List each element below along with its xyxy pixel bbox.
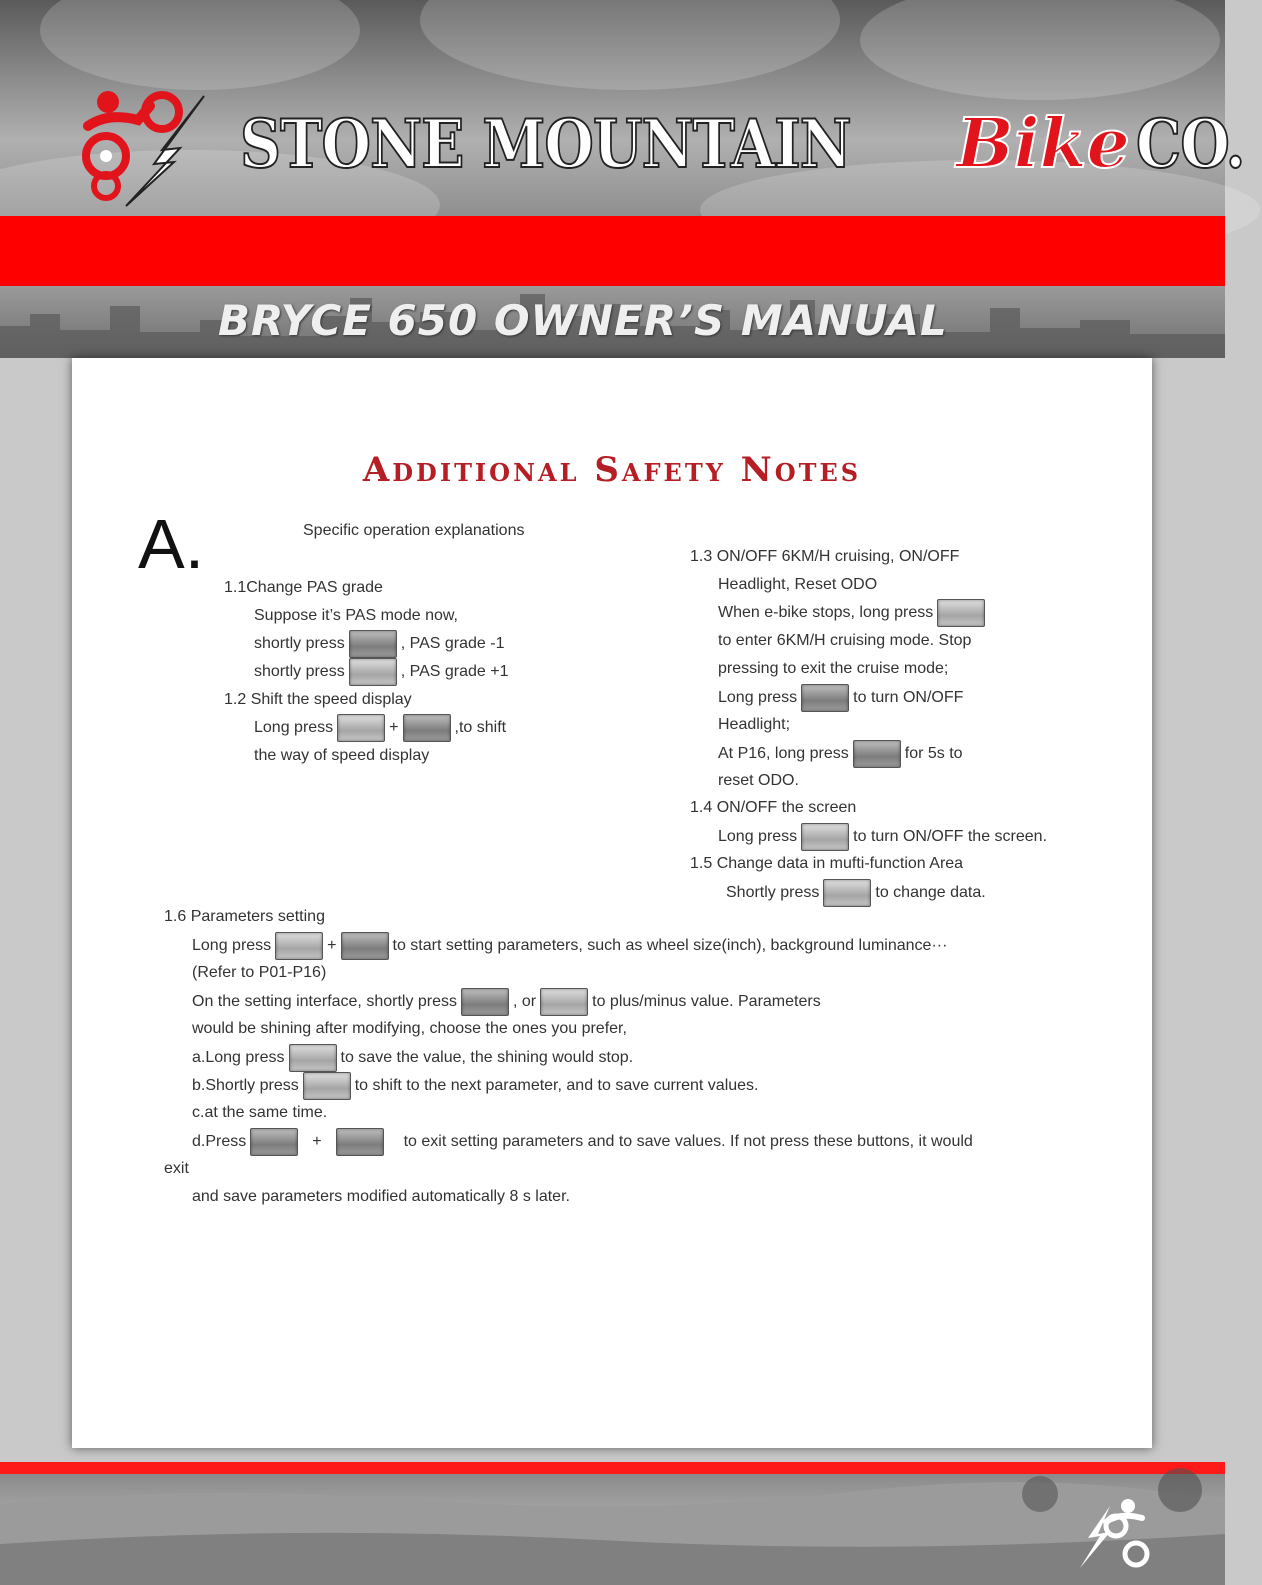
footer-banner bbox=[0, 1474, 1225, 1585]
text-fragment: shortly press bbox=[254, 663, 345, 681]
text-fragment: to turn ON/OFF bbox=[853, 689, 964, 707]
plus-sign: + bbox=[327, 937, 337, 955]
display-button-icon bbox=[349, 658, 397, 686]
brand-bike: Bike bbox=[956, 104, 1130, 184]
section-1-6-line8 bbox=[192, 1128, 973, 1156]
section-1-6-heading: 1.6 Parameters setting bbox=[164, 908, 325, 925]
section-1-3-line4 bbox=[718, 684, 963, 712]
section-1-1-line3 bbox=[254, 658, 508, 686]
section-1-1-line1: Suppose it’s PAS mode now, bbox=[254, 607, 458, 624]
section-1-3-line6 bbox=[718, 740, 963, 768]
section-1-6-line5 bbox=[192, 1044, 633, 1072]
text-fragment: to turn ON/OFF the screen. bbox=[853, 828, 1048, 846]
section-1-3-heading1: 1.3 ON/OFF 6KM/H cruising, ON/OFF bbox=[690, 548, 960, 565]
section-letter: A. bbox=[138, 505, 205, 583]
section-1-3-line7: reset ODO. bbox=[718, 772, 799, 789]
section-1-4-heading: 1.4 ON/OFF the screen bbox=[690, 799, 857, 816]
section-1-1-line2 bbox=[254, 630, 504, 658]
section-1-3-heading2: Headlight, Reset ODO bbox=[718, 576, 878, 593]
page-title: Additional Safety Notes bbox=[362, 450, 862, 490]
display-button-icon bbox=[461, 988, 509, 1016]
display-button-icon bbox=[801, 684, 849, 712]
footer-red-stripe bbox=[0, 1462, 1225, 1474]
display-button-icon bbox=[823, 879, 871, 907]
text-fragment: On the setting interface, shortly press bbox=[192, 993, 458, 1011]
text-fragment: Long press bbox=[718, 689, 798, 707]
section-1-6-line6 bbox=[192, 1072, 759, 1100]
section-1-2-line1 bbox=[254, 714, 506, 742]
section-1-2-line2: the way of speed display bbox=[254, 747, 430, 764]
text-fragment: Long press bbox=[254, 719, 334, 737]
footer-logo-icon bbox=[1076, 1496, 1154, 1570]
text-fragment: ,to shift bbox=[454, 719, 507, 737]
section-1-3-line5: Headlight; bbox=[718, 716, 791, 733]
section-1-6-line2: (Refer to P01-P16) bbox=[192, 964, 327, 981]
display-button-icon bbox=[341, 932, 389, 960]
section-1-3-line3: pressing to exit the cruise mode; bbox=[718, 660, 949, 677]
section-1-6-line10: and save parameters modified automatically 8 s later. bbox=[192, 1188, 570, 1205]
text-fragment: d.Press bbox=[192, 1133, 247, 1151]
text-fragment: When e-bike stops, long press bbox=[718, 604, 934, 622]
text-fragment: a.Long press bbox=[192, 1049, 285, 1067]
brand-wordmark bbox=[240, 104, 1262, 194]
section-1-4-line1 bbox=[718, 823, 1047, 851]
display-button-icon bbox=[337, 714, 385, 742]
plus-sign: + bbox=[312, 1133, 322, 1151]
section-1-6-line1 bbox=[192, 932, 947, 960]
section-1-6-line4: would be shining after modifying, choose the ones you prefer, bbox=[192, 1020, 627, 1037]
display-button-icon bbox=[937, 599, 985, 627]
display-button-icon bbox=[853, 740, 901, 768]
section-1-6-line3 bbox=[192, 988, 821, 1016]
section-1-6-line7: c.at the same time. bbox=[192, 1104, 328, 1121]
text-fragment: Shortly press bbox=[726, 884, 820, 902]
text-fragment: shortly press bbox=[254, 635, 345, 653]
intro-text: Specific operation explanations bbox=[303, 522, 525, 539]
section-1-6-line9: exit bbox=[164, 1160, 189, 1177]
red-band bbox=[0, 216, 1225, 286]
brand-co: CO. bbox=[1135, 105, 1245, 183]
text-fragment: to save the value, the shining would stop. bbox=[340, 1049, 634, 1067]
display-button-icon bbox=[303, 1072, 351, 1100]
text-fragment: Long press bbox=[718, 828, 798, 846]
text-fragment: , or bbox=[513, 993, 537, 1011]
rock-terrain-graphic bbox=[0, 1474, 1225, 1585]
display-button-icon bbox=[349, 630, 397, 658]
text-fragment: , PAS grade -1 bbox=[400, 635, 505, 653]
manual-page bbox=[72, 358, 1152, 1448]
display-button-icon bbox=[336, 1128, 384, 1156]
section-1-3-line1 bbox=[718, 599, 989, 627]
text-fragment: At P16, long press bbox=[718, 745, 849, 763]
text-fragment: to start setting parameters, such as wheel size(inch), background luminance··· bbox=[392, 937, 948, 955]
display-button-icon bbox=[801, 823, 849, 851]
text-fragment: b.Shortly press bbox=[192, 1077, 299, 1095]
section-1-5-heading: 1.5 Change data in mufti-function Area bbox=[690, 855, 964, 872]
text-fragment: , PAS grade +1 bbox=[400, 663, 509, 681]
display-button-icon bbox=[540, 988, 588, 1016]
text-fragment: to shift to the next parameter, and to save current values. bbox=[354, 1077, 759, 1095]
section-1-2-heading: 1.2 Shift the speed display bbox=[224, 691, 412, 708]
header-banner bbox=[0, 0, 1245, 216]
text-fragment: to change data. bbox=[875, 884, 986, 902]
display-button-icon bbox=[250, 1128, 298, 1156]
section-1-1-heading: 1.1Change PAS grade bbox=[224, 579, 383, 596]
text-fragment: Long press bbox=[192, 937, 272, 955]
section-1-5-line1 bbox=[726, 879, 986, 907]
brand-stone-mountain: STONE MOUNTAIN bbox=[240, 105, 851, 183]
display-button-icon bbox=[403, 714, 451, 742]
brand-logo-icon bbox=[78, 78, 213, 208]
plus-sign: + bbox=[389, 719, 399, 737]
text-fragment: to plus/minus value. Parameters bbox=[592, 993, 821, 1011]
display-button-icon bbox=[289, 1044, 337, 1072]
section-1-3-line2: to enter 6KM/H cruising mode. Stop bbox=[718, 632, 972, 649]
manual-title: BRYCE 650 OWNER’S MANUAL bbox=[218, 296, 948, 345]
text-fragment: to exit setting parameters and to save values. If not press these buttons, it would bbox=[403, 1133, 973, 1151]
text-fragment: for 5s to bbox=[904, 745, 963, 763]
display-button-icon bbox=[275, 932, 323, 960]
